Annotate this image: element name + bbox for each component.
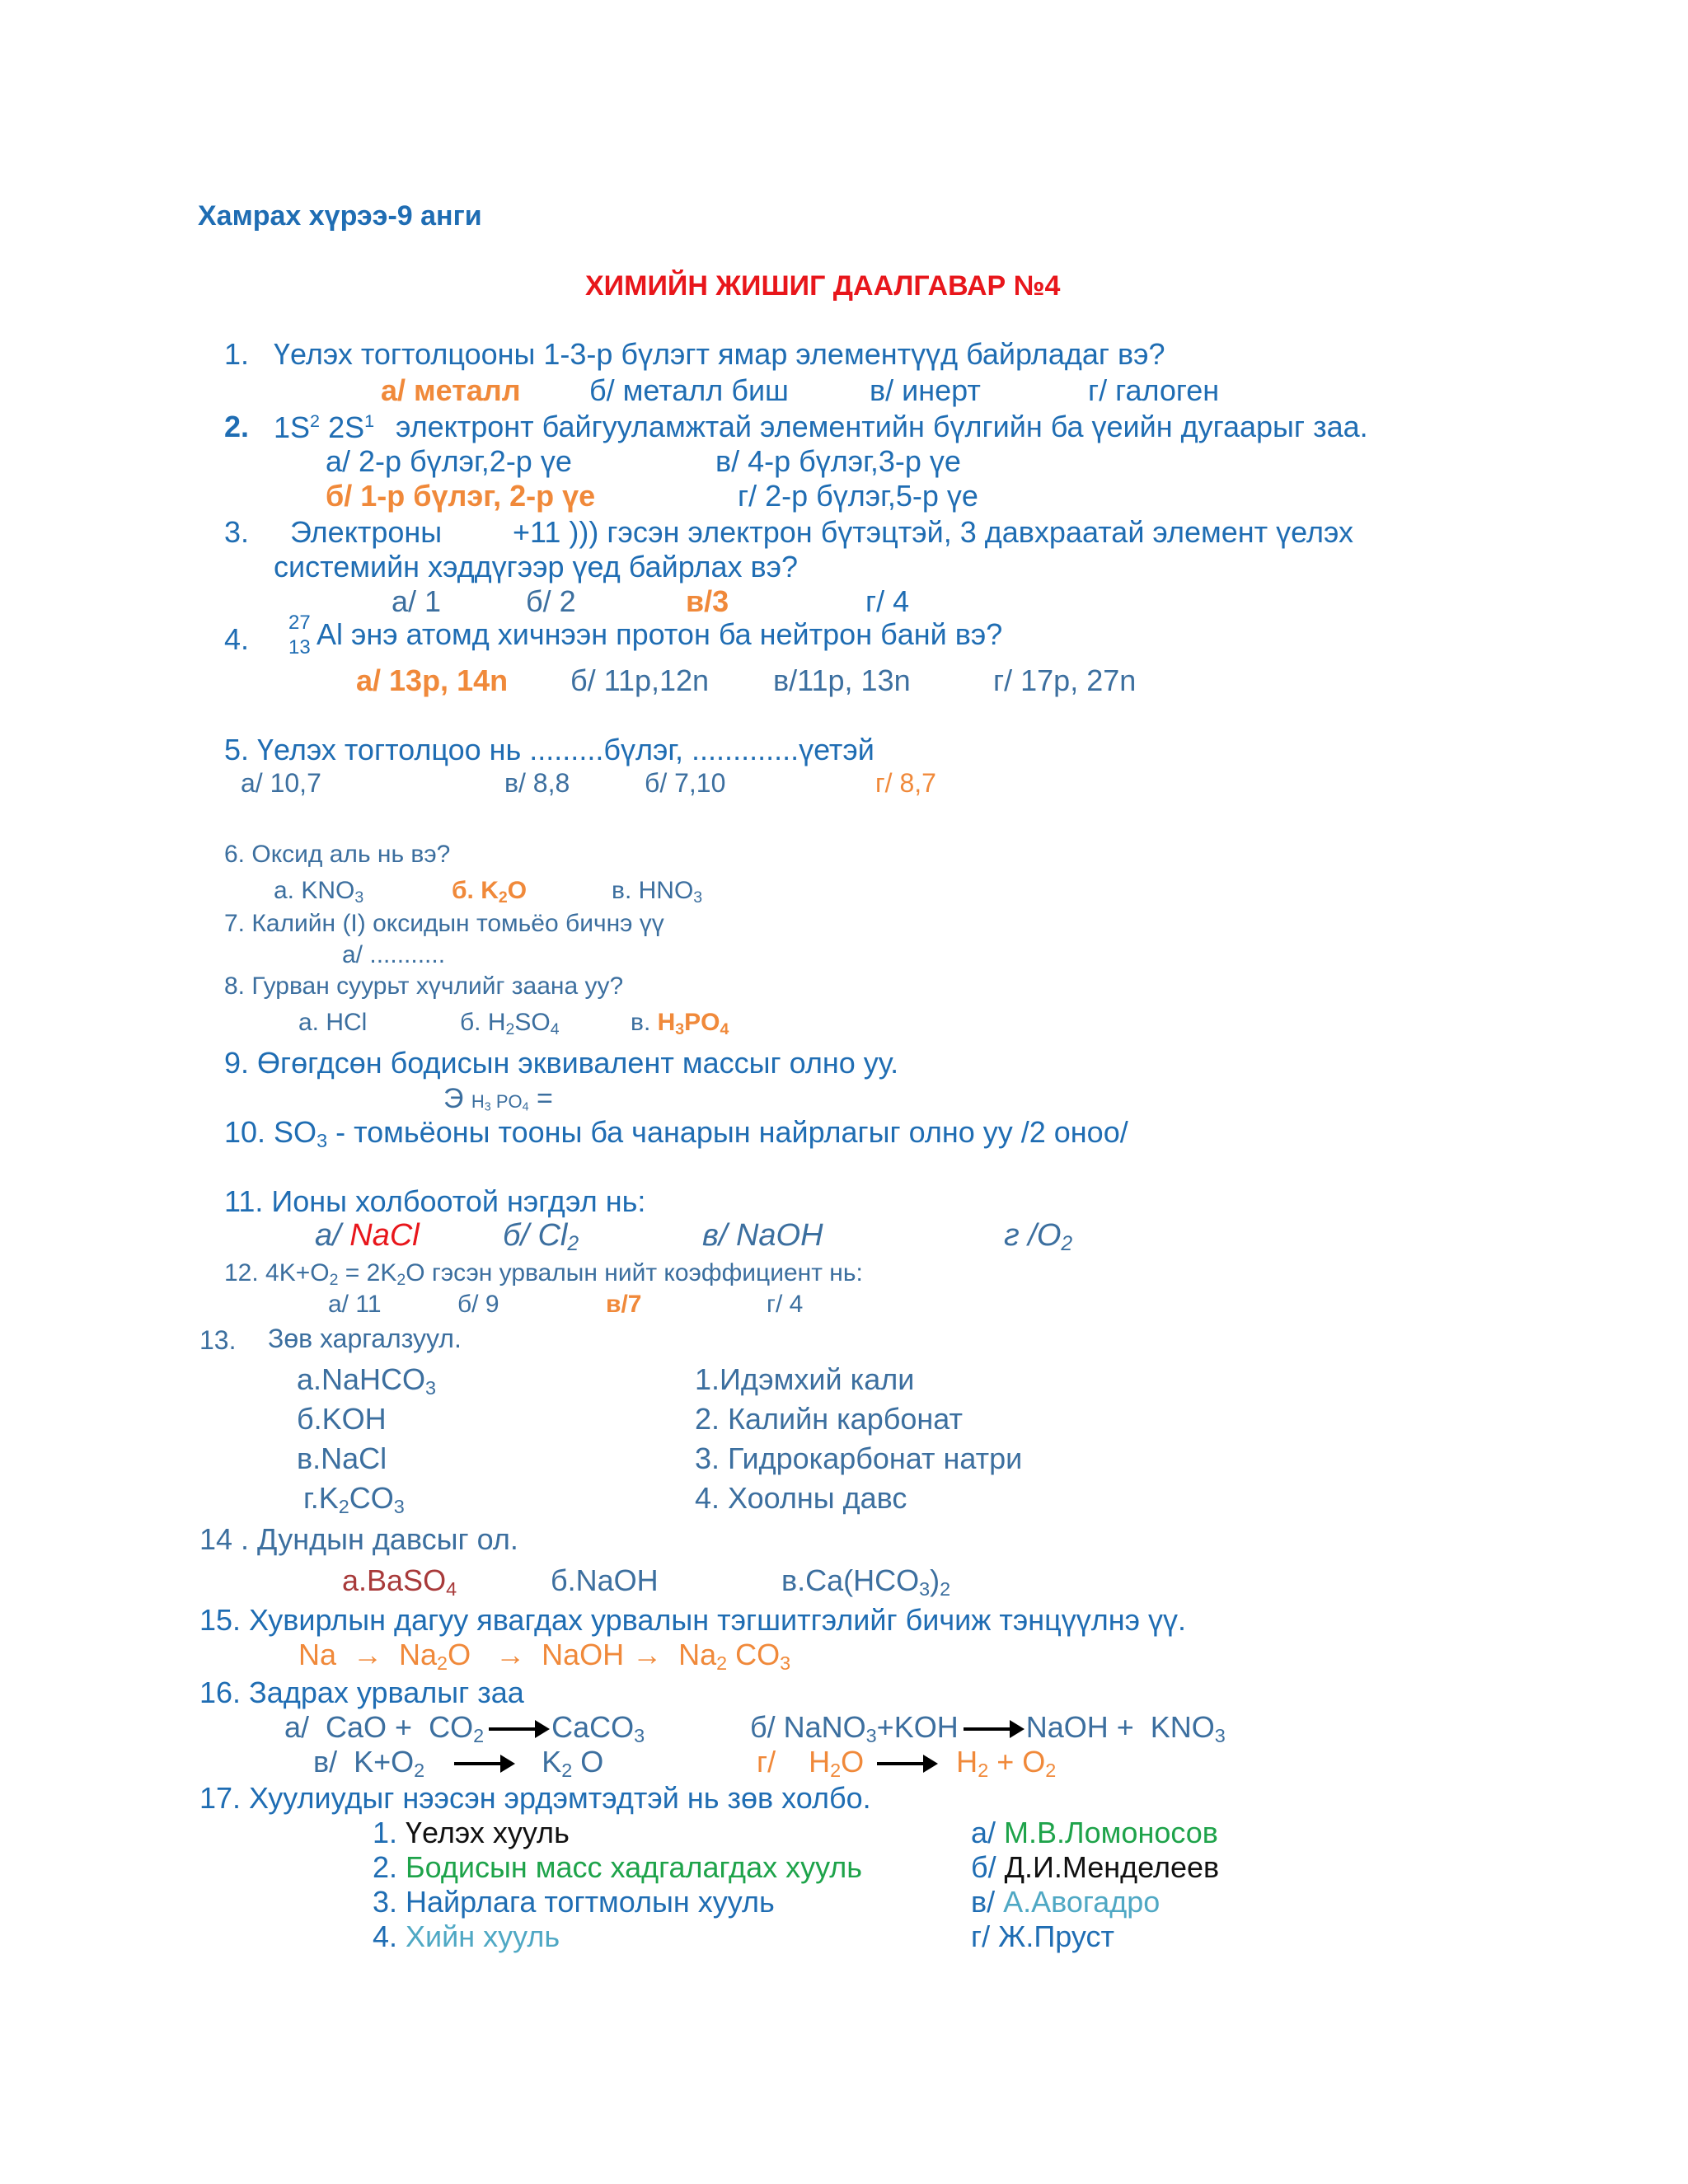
q14-option-a: а.BaSO$_4$ [342,1563,457,1600]
question-2-number: 2. [224,410,250,443]
page-title: ХИМИЙН ЖИШИГ ДААЛГАВАР №4 [585,270,1061,302]
q14-option-b: б.NaOH [551,1563,659,1597]
mass-number: 27 [288,612,311,635]
q4-option-a: а/ 13р, 14n [356,663,509,697]
q17-c-prefix: в/ [971,1885,1004,1919]
q17-scientist-c [971,1887,1160,1917]
question-5-text: 5. Үелэх тогтолцоо нь .........бүлэг, .............үетэй [224,733,874,766]
question-16-text: 16. Задрах урвалыг заа [199,1675,524,1709]
q5-option-c: б/ 7,10 [645,768,726,798]
question-2-config: $1S^2$ $2S^1$ [274,410,375,444]
q8-option-b: б. $H_2SO_4$ [460,1009,560,1038]
q2-option-d: г/ 2-р бүлэг,5-р үе [738,479,978,513]
q1-option-a: а/ металл [381,373,521,407]
question-13-text: Зөв харгалзуул. [268,1324,462,1353]
q1-option-b: б/ металл биш [589,373,789,407]
q11-option-c: в/ NaOH [702,1218,823,1253]
q16-option-c: в/ $K+O_2$ $K_2$ O [313,1745,604,1781]
q17-b-prefix: б/ [971,1850,1005,1884]
q13-left-d: $г.K_2CO_3$ [303,1481,405,1517]
question-11-text: 11. Ионы холбоотой нэгдэл нь: [224,1184,646,1218]
q6-b-text: б. K [452,877,499,904]
question-6-text: 6. Оксид аль нь вэ? [224,841,451,868]
reaction-arrow-icon [454,1762,512,1765]
q6-option-a: а. $KNO_3$ [274,877,364,907]
nuclide-notation [288,612,316,659]
q2-option-a: а/ 2-р бүлэг,2-р үе [326,444,572,478]
q3-option-c: в/3 [686,584,729,618]
q1-option-c: в/ инерт [870,373,981,407]
q14-a-text: а.BaSO [342,1563,447,1597]
question-9-text: 9. Өгөгдсөн бодисын эквивалент массыг олно уу. [224,1046,899,1080]
q13-left-a: а.NaHCO$_3$ [297,1362,437,1399]
q1-option-d: г/ галоген [1088,373,1220,407]
q8-option-a: а. HCl [298,1009,368,1036]
question-3-text-1: Электроны [290,515,443,549]
q17-scientist-b [971,1850,1220,1884]
q12-part-3: O гэсэн урвалын нийт коэффициент нь: [406,1259,863,1286]
q17-d-prefix: г/ [971,1919,999,1953]
q17-c-name: А.Авогадро [1003,1885,1160,1919]
q2-option-b: б/ 1-р бүлэг, 2-р үе [326,479,596,513]
reaction-arrow-icon [964,1727,1021,1731]
q4-option-c: в/11р, 13n [773,663,911,697]
q12-option-a: а/ 11 [328,1291,382,1318]
q13-right-1: 1.Идэмхий кали [695,1362,915,1396]
q12-option-b: б/ 9 [457,1291,499,1318]
equivalent-symbol: Э [443,1083,464,1114]
q17-scientist-a [971,1818,1218,1848]
q17-law-3: 3. Найрлага тогтмолын хууль [373,1885,775,1919]
question-3-text-3: системийн хэддүгээр үед байрлах вэ? [274,550,799,583]
q14-option-c: $в.Ca(HCO_3)_2$ [781,1563,951,1600]
q16-option-b: б/ NaNO$_3$+KOH NaOH + $KNO_3$ [750,1710,1226,1746]
question-12-text: 12. $4K+O_2 = 2K_2O$ гэсэн урвалын нийт коэффициент нь: [224,1259,863,1289]
q3-option-d: г/ 4 [865,584,910,618]
q10-body: - томьёоны тооны ба чанарын найрлагыг олно уу /2 оноо/ [327,1115,1128,1149]
question-3-number: 3. [224,515,250,549]
question-14-text: 14 . Дундын давсыг ол. [199,1522,518,1556]
q8-b-text: б. H [460,1009,506,1036]
q12-option-c: в/7 [606,1291,642,1318]
q2-option-c: в/ 4-р бүлэг,3-р үе [715,444,961,478]
q10-formula: 10. SO [224,1115,317,1149]
question-1-number: 1. [224,337,250,371]
q17-b-name: Д.И.Менделеев [1004,1850,1220,1884]
question-4-number: 4. [224,622,250,656]
atomic-number: 13 [288,636,311,659]
q5-option-d: г/ 8,7 [875,768,936,798]
q9-formula: Э $H_3$ $PO_4$ = [443,1083,553,1114]
q11-d-text: г /O [1004,1218,1062,1253]
q8-option-c: в. $H_3PO_4$ [631,1009,729,1038]
q4-option-d: г/ 17р, 27n [993,663,1137,697]
q15-scheme: $Na \to Na_2O$ → NaOH → $Na_2$ $CO_3$ [298,1638,791,1674]
q11-option-b: б/ $Cl_2$ [503,1218,579,1256]
question-13-number: 13. [199,1325,237,1355]
q17-d-name: Ж.Пруст [998,1919,1114,1953]
q13-left-c: в.NaCl [297,1441,387,1475]
q17-a-name: М.В.Ломоносов [1004,1816,1218,1849]
q17-scientist-d [971,1919,1114,1953]
q12-part-2: = 2K [338,1259,397,1286]
q8-c-text: в. [631,1009,651,1036]
q5-option-b: в/ 8,8 [504,768,570,798]
q13-left-a-text: а.NaHCO [297,1362,426,1396]
q17-a-prefix: а/ [971,1816,1005,1849]
q13-right-2: 2. Калийн карбонат [695,1402,963,1436]
q4-option-b: б/ 11р,12n [570,663,710,697]
q11-b-text: б/ Cl [503,1218,568,1253]
q12-part-1: 12. 4K+O [224,1259,330,1286]
reaction-arrow-icon [877,1762,935,1765]
q13-right-3: 3. Гидрокарбонат натри [695,1441,1023,1475]
question-1-text: Үелэх тогтолцооны 1-3-р бүлэгт ямар элементүүд байрладаг вэ? [274,337,1165,371]
q6-a-text: а. KNO [274,877,355,904]
question-3-text-2: +11 ))) гэсэн электрон бүтэцтэй, 3 давхраатай элемент үелэх [513,515,1353,549]
q5-option-a: а/ 10,7 [241,768,321,798]
q16-option-a: а/ CaO + $CO_2$ CaCO$_3$ [284,1710,645,1746]
q11-option-a: а/ NaCl [315,1218,420,1253]
question-8-text: 8. Гурван суурьт хүчлийг заана уу? [224,972,624,1000]
question-10-text: 10. $SO_3$ - томьёоны тооны ба чанарын найрлагыг олно уу /2 оноо/ [224,1115,1128,1151]
q6-option-b: б. $K_2O$ [452,877,528,907]
q3-option-a: а/ 1 [392,584,442,618]
question-15-text: 15. Хувирлын дагуу явагдах урвалын тэгшитгэлийг бичиж тэнцүүлнэ үү. [199,1603,1186,1637]
question-4-body: Al энэ атомд хичнээн протон ба нейтрон бaнй вэ? [316,617,1003,651]
q12-option-d: г/ 4 [767,1291,804,1318]
q6-c-text: в. HNO [612,877,694,904]
q13-left-d-text: г.K [303,1481,339,1515]
question-4-text [288,612,1003,659]
school-grade-heading: Хамрах хүрээ-9 анги [198,200,482,232]
question-2-text: электронт байгууламжтай элементийн бүлгийн ба үеийн дугаарыг заа. [396,410,1368,443]
q17-law-1: 1. Үелэх хууль [373,1816,570,1849]
q16-option-d: г/ $H_2O$ $H_2 + O_2$ [757,1745,1057,1781]
q17-law-4: 4. Хийн хууль [373,1919,560,1953]
q17-law-2: 2. Бодисын масс хадгалагдах хууль [373,1850,863,1884]
reaction-arrow-icon [489,1727,546,1731]
q11-option-d: г $/O_2$ [1004,1218,1073,1256]
q7-answer-blank: а/ ........... [342,941,446,968]
q6-option-c: в. $HNO_3$ [612,877,703,907]
question-7-text: 7. Калийн (I) оксидын томьёо бичнэ үү [224,910,664,937]
q3-option-b: б/ 2 [526,584,576,618]
q13-left-b: б.KOH [297,1402,387,1436]
q13-right-4: 4. Хоолны давс [695,1481,907,1515]
q14-c-text: в.Ca(HCO [781,1563,920,1597]
question-17-text: 17. Хуулиудыг нээсэн эрдэмтэдтэй нь зөв холбо. [199,1781,871,1815]
